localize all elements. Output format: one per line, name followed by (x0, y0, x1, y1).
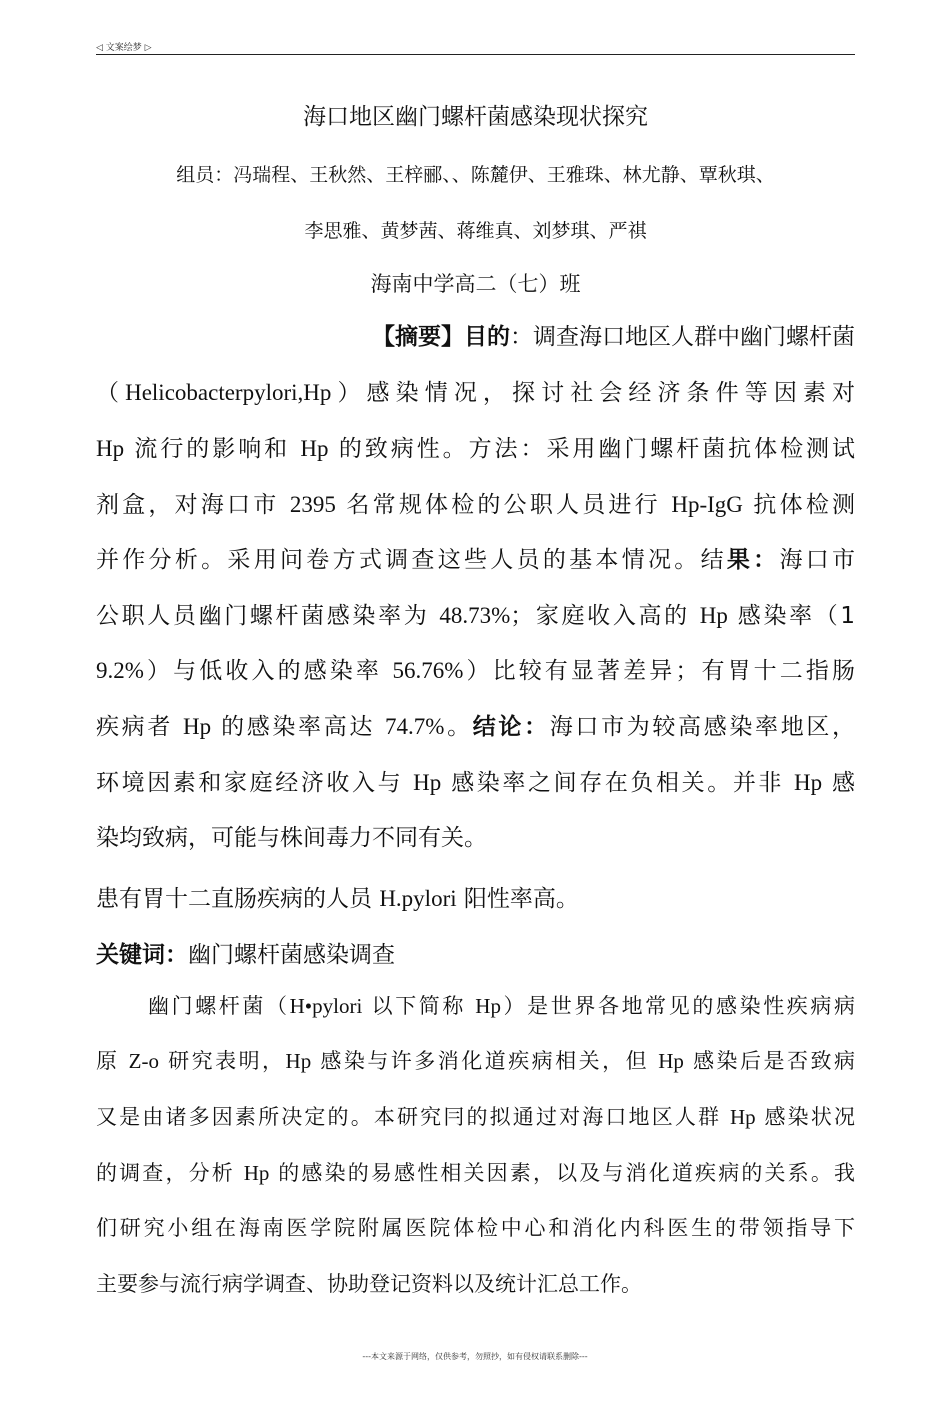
members-line-1: 组员：冯瑞程、王秋然、王梓郦、、陈麓伊、王雅珠、林尤静、覃秋琪、 (176, 164, 775, 186)
text-run: 9.2% (96, 658, 144, 683)
text-run: 48.73% (439, 603, 511, 628)
text-run: H.pylori (379, 886, 457, 911)
text-run: 剂盒，对海口市 (96, 492, 290, 518)
text-run: Hp (793, 770, 823, 795)
text-run: 的致病性。方法：采用幽门螺杆菌抗体检测试 (328, 436, 855, 462)
text-run: 感染与许多消化道疾病相关，但 (311, 1049, 659, 1073)
abstract-line-7 (96, 652, 855, 685)
abstract-line-8 (96, 708, 855, 741)
text-run: 患有胃十二直肠疾病的人员 (96, 886, 380, 912)
abstract-line-6 (96, 597, 855, 630)
text-run: 感染率之间存在负相关。并非 (441, 770, 794, 796)
text-run: 环境因素和家庭经济收入与 (96, 770, 414, 796)
body-line-1 (148, 990, 855, 1020)
text-run: 流行的影响和 (124, 436, 301, 462)
text-run: 阳性率高。 (456, 886, 579, 912)
text-run: 感染状况 (755, 1105, 855, 1129)
text-run: 感染率（1 (727, 603, 855, 629)
text-run: ）与低收入的感染率 (143, 658, 393, 684)
text-run: Hp (243, 1161, 270, 1185)
abstract-line-2 (96, 374, 855, 407)
text-run: Z-o (128, 1049, 159, 1073)
text-run: Hp (96, 436, 125, 461)
text-run: 感染后是否致病 (683, 1049, 855, 1073)
school-name: 海南中学高二（七）班 (370, 272, 581, 296)
abstract-purpose-text: ：调查海口地区人群中幽门螺杆菌 (510, 324, 855, 350)
text-run: 疾病者 (96, 714, 183, 740)
text-run: 感 (822, 770, 855, 796)
text-run: 并作分析。采用问卷方式调查这些人员的基本情况。结 (96, 547, 727, 573)
text-run: 。 (444, 714, 473, 740)
text-run: 抗体检测 (742, 492, 855, 518)
text-run: Helicobacterpylori,Hp (125, 380, 332, 405)
text-run: ）比较有显著差异；有胃十二指肠 (463, 658, 855, 684)
text-run: Hp (285, 1049, 312, 1073)
body-line-3 (96, 1101, 855, 1131)
body-line-5: 们研究小组在海南医学院附属医院体检中心和消化内科医生的带领指导下 (96, 1216, 855, 1240)
text-run: 2395 (289, 492, 336, 517)
body-line-4 (96, 1157, 855, 1187)
text-run: ；家庭收入高的 (510, 603, 700, 629)
text-run: Hp-IgG (671, 492, 743, 517)
text-run: 名常规体检的公职人员进行 (335, 492, 672, 518)
text-run: Hp (658, 1049, 684, 1073)
text-run: （ (96, 380, 126, 406)
abstract-line-9 (96, 764, 855, 797)
keywords-line (96, 936, 855, 969)
text-run: 研究表明， (158, 1049, 286, 1073)
text-run: 原 (96, 1049, 129, 1073)
abstract-tag: 【摘要】 (372, 324, 464, 350)
abstract-conclusion-label: 结论： (472, 714, 550, 740)
text-run: H•pylori (289, 994, 363, 1018)
text-run: Hp (300, 436, 329, 461)
keywords-text: 幽门螺杆菌感染调查 (188, 942, 395, 968)
abstract-line-3 (96, 430, 855, 463)
abstract-line-10: 染均致病，可能与株间毒力不同有关。 (96, 825, 487, 851)
text-run: 的感染率高达 (211, 714, 386, 740)
body-line-2 (96, 1045, 855, 1075)
page-header (96, 38, 855, 55)
text-run: 幽门螺杆菌（ (148, 994, 290, 1018)
text-run: 56.76% (392, 658, 464, 683)
abstract-line-11 (96, 880, 855, 913)
header-text: ◁ 文案绘梦 ▷ (96, 43, 152, 53)
text-run: 的调查，分析 (96, 1161, 244, 1185)
keywords-label: 关键词： (96, 942, 188, 968)
text-run: ）感染情况，探讨社会经济条件等因素对 (331, 380, 855, 406)
body-line-6: 主要参与流行病学调查、协助登记资料以及统计汇总工作。 (96, 1272, 642, 1296)
abstract-purpose-label: 目的 (464, 324, 510, 350)
text-run: Hp (699, 603, 728, 628)
text-run: Hp (475, 994, 501, 1018)
text-run: ）是世界各地常见的感染性疾病病 (500, 994, 855, 1018)
members-line-2: 李思雅、黄梦茜、蒋维真、刘梦琪、严祺 (304, 220, 647, 242)
text-run: 又是由诸多因素所决定的。本研究冃的拟通过对海口地区人群 (96, 1105, 731, 1129)
text-run: 海口市 (779, 547, 855, 573)
text-run: 公职人员幽门螺杆菌感染率为 (96, 603, 440, 629)
abstract-result-label: 果： (726, 547, 780, 573)
text-run: 以下简称 (362, 994, 476, 1018)
abstract-line-5 (96, 541, 855, 574)
text-run: 74.7% (385, 714, 445, 739)
page-footer: ---本文来源于网络，仅供参考，勿照抄，如有侵权请联系删除--- (362, 1352, 588, 1361)
text-run: Hp (182, 714, 212, 739)
text-run: Hp (730, 1105, 756, 1129)
abstract-line-1 (96, 318, 855, 351)
text-run: 海口市为较高感染率地区， (549, 714, 855, 740)
text-run: Hp (413, 770, 442, 795)
text-run: 的感染的易感性相关因素，以及与消化道疾病的关系。我 (269, 1161, 855, 1185)
document-title: 海口地区幽门螺杆菌感染现状探究 (303, 104, 648, 130)
abstract-line-4 (96, 486, 855, 519)
